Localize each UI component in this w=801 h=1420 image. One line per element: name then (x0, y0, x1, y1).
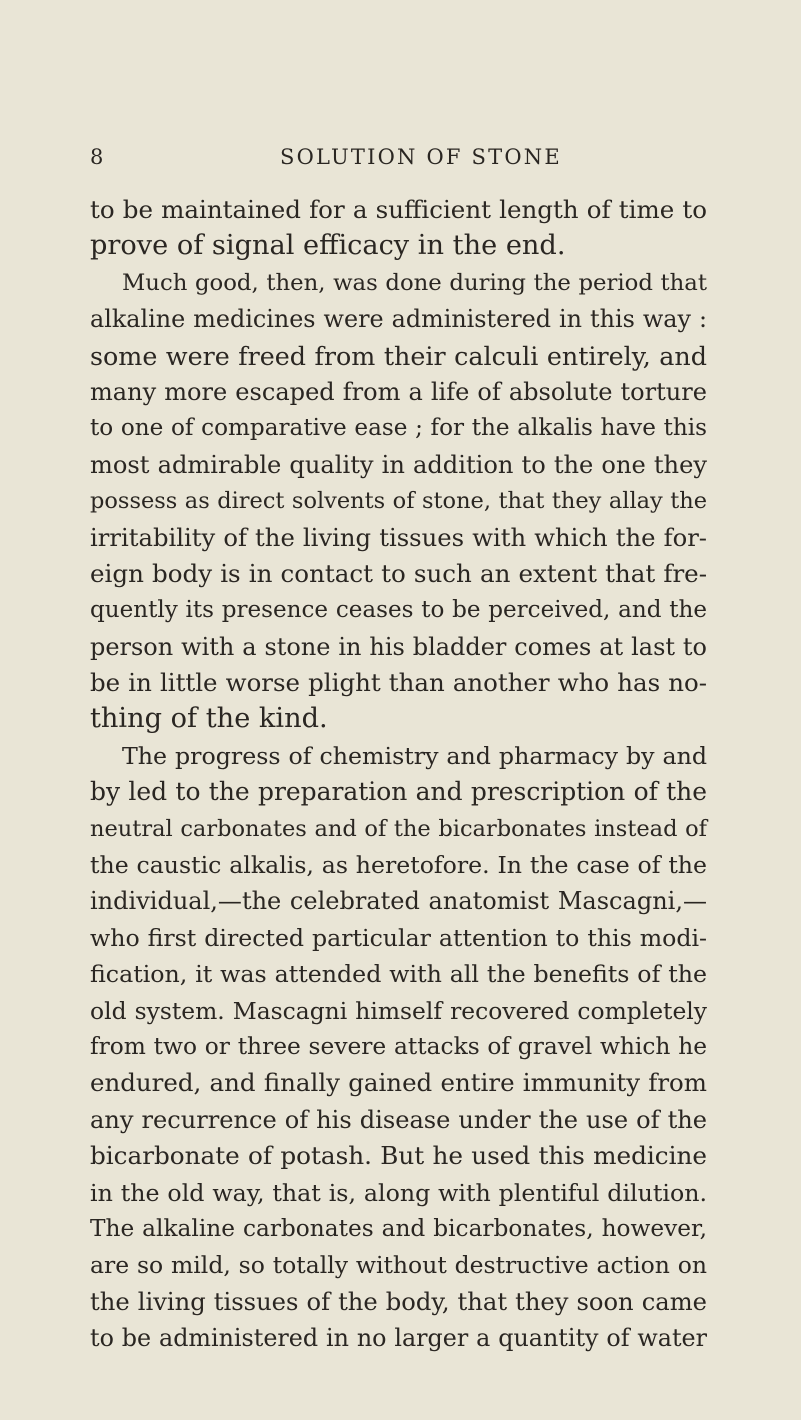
text-line: individual,—the celebrated anatomist Mascagni,— (90, 887, 707, 916)
text-line: the living tissues of the body, that they soon came (90, 1287, 707, 1316)
text-line: endured, and finally gained entire immunity from (90, 1068, 707, 1098)
text-line: The alkaline carbonates and bicarbonates, however, (90, 1214, 707, 1242)
text-line: old system. Mascagni himself recovered completely (90, 996, 707, 1025)
text-line: are so mild, so totally without destructive action on (90, 1251, 707, 1280)
running-head (90, 139, 709, 175)
text-line: in the old way, that is, along with plentiful dilution. (90, 1178, 707, 1207)
text-line: by led to the preparation and prescription of the (90, 777, 707, 807)
running-title: SOLUTION OF STONE (280, 145, 562, 169)
text-line: neutral carbonates and of the bicarbonates instead of (90, 815, 707, 842)
text-line: quently its presence ceases to be perceived, and the (90, 597, 707, 624)
text-line: bicarbonate of potash. But he used this medicine (90, 1141, 707, 1171)
text-line: to be maintained for a sufficient length of time to (90, 195, 707, 224)
text-line: person with a stone in his bladder comes at last to (90, 632, 707, 661)
text-line: many more escaped from a life of absolute torture (90, 377, 707, 406)
text-line: be in little worse plight than another who has no- (90, 668, 707, 698)
text-line: to one of comparative ease ; for the alkalis have this (90, 415, 707, 442)
text-line: Much good, then, was done during the period that (122, 269, 707, 296)
text-line: any recurrence of his disease under the use of the (90, 1105, 707, 1134)
text-line: who first directed particular attention to this modi- (90, 923, 707, 952)
text-line: possess as direct solvents of stone, that they allay the (90, 488, 707, 515)
text-line: the caustic alkalis, as heretofore. In the case of the (90, 851, 707, 880)
text-line: alkaline medicines were administered in this way : (90, 305, 707, 334)
text-line: to be administered in no larger a quantity of water (90, 1324, 707, 1353)
text-line: thing of the kind. (90, 703, 328, 735)
page-number: 8 (90, 145, 106, 169)
text-line: irritability of the living tissues with which the for- (90, 522, 707, 552)
text-line: The progress of chemistry and pharmacy by and (122, 741, 707, 770)
body-text (90, 192, 707, 1357)
text-line: fication, it was attended with all the benefits of the (90, 960, 707, 989)
text-line: some were freed from their calculi entirely, and (90, 340, 707, 371)
text-line: prove of signal efficacy in the end. (90, 230, 566, 262)
text-line: eign body is in contact to such an extent that fre- (90, 558, 707, 588)
text-line: from two or three severe attacks of gravel which he (90, 1032, 707, 1060)
text-line: most admirable quality in addition to the one they (90, 450, 707, 479)
